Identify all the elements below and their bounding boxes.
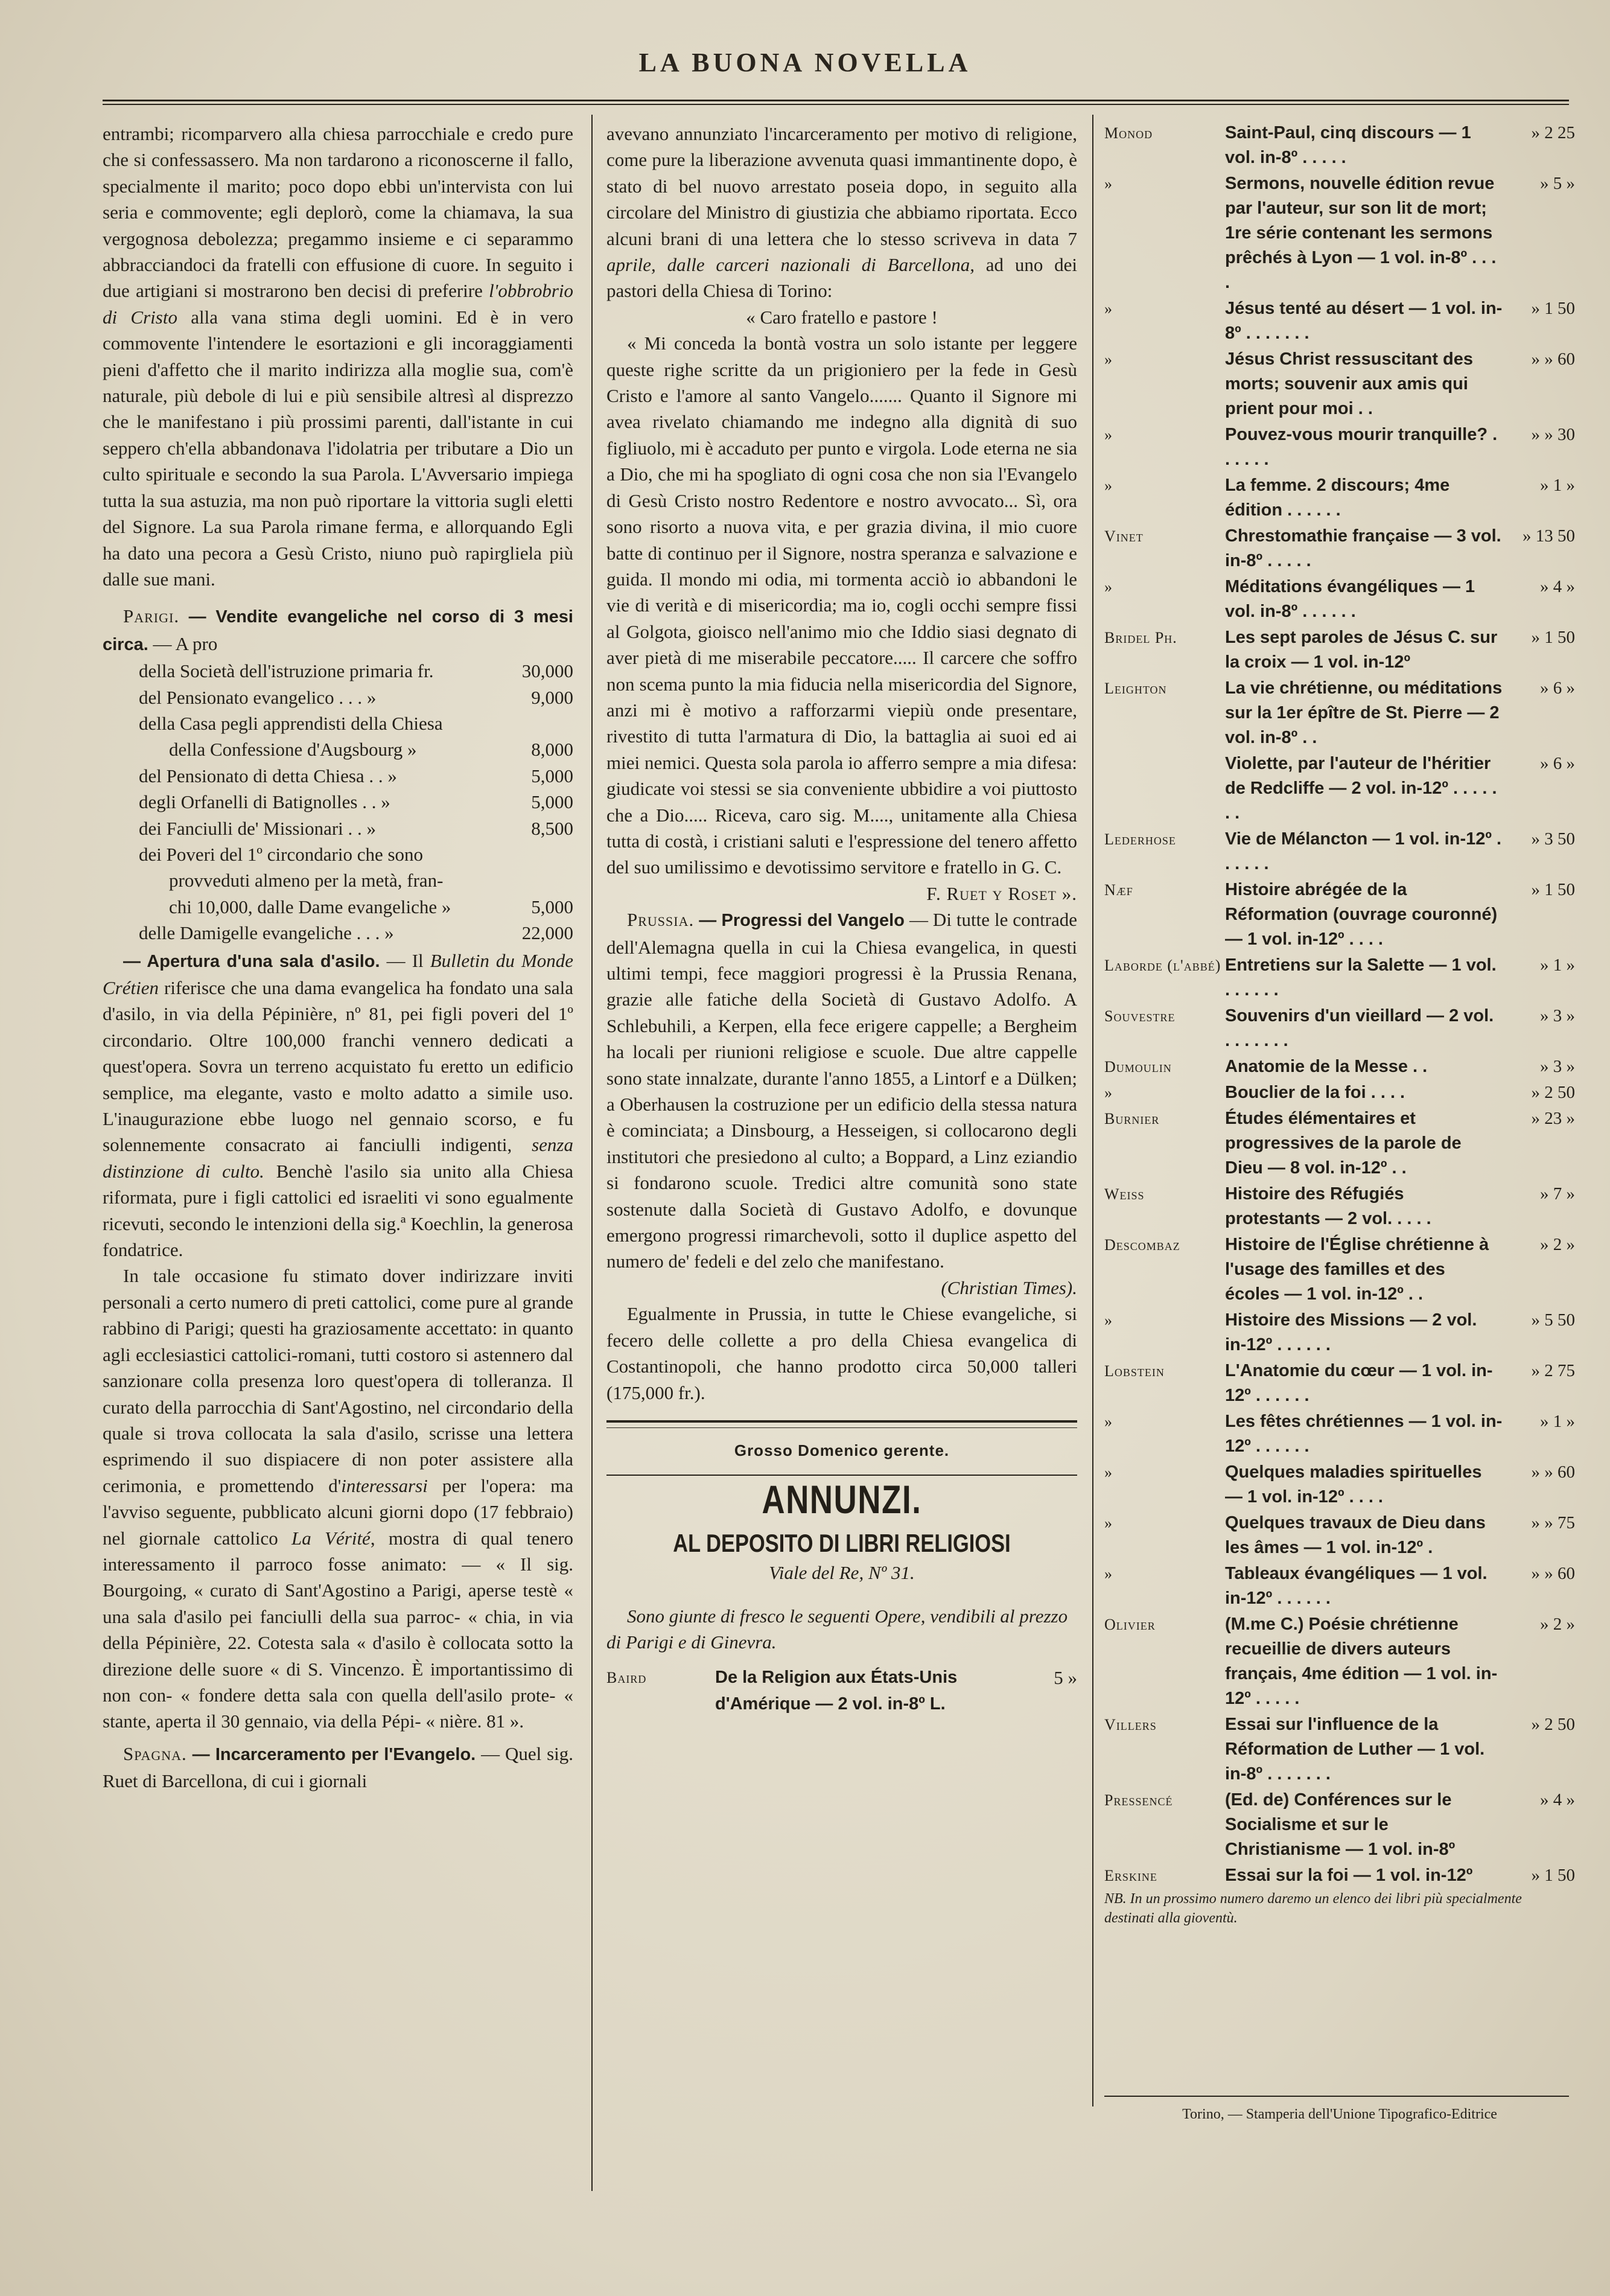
letter-text: « Mi conceda la bontà vostra un solo istante per leggere queste righe scritte da un prigioniero per la fede in Gesù Cristo e l'amore al santo Vangelo....... Quanto il Signore mi avea rivelato chiamando me indegno alla dignità di suo figliuolo, mi è accaduto per punto e virgola. Lode eterna ne sia a Dio, che mi ha spogliato di ogni cosa che non sia l'Evangelo di Gesù Cristo nostro Redentore e nostro avvocato... Sì, ora sono risorto a nuova vita, e per grazia divina, il mio cuore batte di continuo per il Signore, nostra speranza e salvazione e guida. Il mondo mi odia, mi tormenta acciò io abbandoni le vie di verità e di misericordia; ma io, cogli occhi sempre fissi al Golgota, gioisco nell'animo mio che Iddio siasi degnato di aver pietà di me miserabile peccatore..... Il carcere che soffro non scema punto la mia fiducia nella misericordia del Signore, anzi mi è motivo a rafforzarmi viepiù onde presentare, rivestito di tutta l'armatura di Dio, la battaglia ai suoi ed ai miei nemici. Questa sola parola io afferro sempre a mia difesa: giudicate voi stessi se sia conveniente ubbidire a voi piuttosto che a Dio..... Riceva, caro sig. M...., unitamente alla Chiesa tutta di costà, i cristiani saluti e l'espressione del tenero affetto del suo umilissimo e devotissimo servitore e fratello in G. C.	[606, 333, 1077, 878]
publication-name: Bulletin du Monde Crétien	[103, 949, 574, 998]
paragraph-text: Benchè l'asilo sia unito alla Chiesa riformata, pure i figli cattolici ed israeliti vi sono egualmente ricevuti, secondo le intenzioni della sig.ª Koechlin, la generosa fondatrice.	[103, 1160, 574, 1261]
column-separator-1	[591, 115, 593, 2191]
book-author: Baird	[606, 1669, 647, 1687]
book-title: Sermons, nouvelle édition revue par l'auteur, sur son lit de mort; 1re série contenant les sermons prêchés à Lyon — 1 vol. in-8º . . . .	[1225, 174, 1497, 292]
sales-item	[103, 920, 573, 946]
book-entry	[1104, 827, 1575, 876]
book-author: »	[1104, 1413, 1113, 1430]
section-title: — Apertura d'una sala d'asilo.	[123, 951, 380, 971]
publication-name: La Vérité	[291, 1527, 371, 1549]
paragraph-text: alla vana stima degli uomini. Ed è in vero commovente l'intendere le esortazioni e gli incoraggiamenti pieni d'affetto che il marito indirizza alla moglie sua, com'è naturale, più debole di lui e più sensibile altresì al disprezzo che le manifestano i più prossimi parenti, dall'istante in cui seppero ch'ella abbandonava l'idolatria per tributare a Dio un culto spirituale e secondo la sua Parola. L'Avversario impiega tutta la sua astuzia, ma non può riportare la vittoria sugli eletti del Signore. La sua Parola rimane ferma, e allorquando Egli ha dato una pecora a Gesù Cristo, niuno può rapirgliela più dalle sue mani.	[103, 306, 574, 590]
book-entry	[1104, 1460, 1575, 1510]
column-3	[1104, 121, 1575, 1928]
book-price: » 7 »	[1540, 1184, 1575, 1204]
book-title: Essai sur l'influence de la Réformation de Luther — 1 vol. in-8º . . . . . . .	[1225, 1715, 1485, 1784]
book-title: Quelques travaux de Dieu dans les âmes — 1 vol. in-12º .	[1225, 1513, 1486, 1557]
book-author: »	[1104, 351, 1113, 368]
book-author: »	[1104, 300, 1113, 317]
book-price: » » 60	[1531, 349, 1575, 369]
letter-greeting: « Caro fratello e pastore !	[746, 306, 938, 328]
sales-amount: 5,000	[531, 765, 573, 786]
book-title: Chrestomathie française — 3 vol. in-8º . . . . .	[1225, 526, 1501, 570]
book-title: Saint-Paul, cinq discours — 1 vol. in-8º . . . . .	[1225, 123, 1471, 167]
book-entry	[1104, 1511, 1575, 1560]
book-title: Anatomie de la Messe . .	[1225, 1057, 1428, 1076]
book-title: La femme. 2 discours; 4me édition . . . . . .	[1225, 476, 1450, 520]
book-entry	[1104, 1106, 1575, 1181]
sales-label: dei Poveri del 1º circondario che sono	[139, 843, 424, 865]
column-1	[103, 121, 573, 1794]
announcement-intro: Sono giunte di fresco le seguenti Opere, vendibili al prezzo di Parigi e di Ginevra.	[606, 1605, 1068, 1653]
sales-label: delle Damigelle evangeliche . . . »	[139, 922, 394, 944]
sales-item	[103, 736, 573, 762]
parigi-heading	[103, 603, 573, 658]
paragraph-text: — Il	[386, 949, 424, 971]
book-price: » 1 50	[1531, 880, 1575, 899]
book-price: » 1 50	[1531, 299, 1575, 318]
book-entry	[1104, 423, 1575, 472]
sales-item	[103, 815, 573, 841]
sales-label: chi 10,000, dalle Dame evangeliche »	[169, 896, 451, 917]
book-author: Olivier	[1104, 1616, 1156, 1633]
section-title: — Vendite evangeliche nel corso di 3 mesi circa.	[103, 607, 573, 654]
book-author: Descombaz	[1104, 1236, 1180, 1254]
sales-amount: 5,000	[531, 791, 573, 813]
italic-phrase: l'obbrobrio di Cristo	[103, 280, 573, 328]
book-author: Lobstein	[1104, 1362, 1165, 1380]
book-title: Tableaux évangéliques — 1 vol. in-12º . . . . . .	[1225, 1564, 1488, 1608]
book-author: Næf	[1104, 881, 1133, 899]
book-author: Pressencé	[1104, 1791, 1173, 1809]
place-name: Prussia.	[627, 909, 695, 931]
book-author: Monod	[1104, 124, 1153, 142]
paragraph-text: entrambi; ricomparvero alla chiesa parrocchiale e credo pure che si confessassero. Ma non tardarono a riconoscerne il fallo, specialmente il marito; poco dopo ebbi un'intervista con lui seria e commovente; egli deplorò, come la chiamava, la sua vergognosa debolezza; pregammo insieme e ci separammo abbracciandoci da fratelli con effusione di cuore. In seguito i due artigiani si mostrarono ben decisi di preferire	[103, 123, 573, 302]
book-price: » » 75	[1531, 1513, 1575, 1532]
book-price: » 2 25	[1531, 123, 1575, 142]
book-price: » 5 50	[1531, 1310, 1575, 1330]
paragraph-text: riferisce che una dama evangelica ha fondato una sala d'asilo, in via della Pépinière, nº 81, pei figli poveri del 1º circondario. Oltre 100,000 franchi vennero dedicati a quest'opera. Sovra un terreno acquistato fu eretto un edificio semplice, ma elegante, vasto e molto adatto a simile uso. L'inaugurazione ebbe luogo nel gennaio scorso, e fu solennemente consacrato ai fanciulli indigenti,	[103, 977, 573, 1156]
book-title: Les fêtes chrétiennes — 1 vol. in-12º . . . . . .	[1225, 1412, 1503, 1456]
book-price: » 5 »	[1540, 174, 1575, 193]
deposito-heading: AL DEPOSITO DI LIBRI RELIGIOSI	[673, 1528, 1011, 1557]
book-title: Histoire des Réfugiés protestants — 2 vol. . . . .	[1225, 1184, 1431, 1228]
sales-item	[103, 684, 573, 710]
book-price: » 3 »	[1540, 1057, 1575, 1076]
letter-body	[606, 330, 1077, 904]
book-title: Pouvez-vous mourir tranquille? . . . . . .	[1225, 425, 1498, 469]
paragraph-text: — A pro	[153, 633, 218, 654]
sales-label: della Casa pegli apprendisti della Chiesa	[139, 712, 443, 734]
sales-item	[103, 841, 573, 867]
book-price: » 2 »	[1540, 1235, 1575, 1254]
italic-phrase: interessarsi	[341, 1475, 428, 1496]
book-title: Les sept paroles de Jésus C. sur la croix — 1 vol. in-12º	[1225, 628, 1498, 672]
deposito-address: Viale del Re, Nº 31.	[769, 1562, 915, 1584]
book-catalog	[1104, 121, 1575, 1888]
sales-item	[103, 763, 573, 789]
book-entry	[1104, 1409, 1575, 1459]
book-author: Erskine	[1104, 1867, 1157, 1884]
section-rule	[606, 1475, 1077, 1476]
paragraph-text: In tale occasione fu stimato dover indirizzare inviti personali a certo numero di preti cattolici, come pure al grande rabbino di Parigi; questi ha graziosamente accettato: in quanto agli ecclesiastici cattolici-romani, tutti costoro si astennero dal sanzionare colla presenza loro quest'opera di tolleranza. Il curato della parrocchia di Sant'Agostino, nel circondario della quale si trova collocata la sala d'asilo, scrisse una lettera esprimendo il suo dispiacere di non poter assistere alla cerimonia, e promettendo d'	[103, 1265, 573, 1496]
book-price: » 6 »	[1540, 754, 1575, 773]
book-price: » 4 »	[1540, 577, 1575, 596]
book-title: Essai sur la foi — 1 vol. in-12º	[1225, 1866, 1473, 1885]
source-citation: (Christian Times).	[941, 1277, 1077, 1298]
book-price: » 1 »	[1540, 1412, 1575, 1431]
section-title: — Incarceramento per l'Evangelo.	[192, 1744, 476, 1764]
book-title: Quelques maladies spirituelles — 1 vol. in-12º . . . .	[1225, 1462, 1482, 1507]
sales-item	[103, 894, 573, 920]
book-price: » 4 »	[1540, 1790, 1575, 1810]
book-price: » » 60	[1531, 1564, 1575, 1583]
book-price: » 3 50	[1531, 829, 1575, 849]
book-price: » 13 50	[1522, 526, 1575, 546]
book-author: »	[1104, 1312, 1113, 1329]
sales-label: della Confessione d'Augsbourg »	[169, 739, 417, 761]
book-title: (Ed. de) Conférences sur le Socialisme et sur le Christianisme — 1 vol. in-8º	[1225, 1790, 1456, 1859]
book-price: » 2 »	[1540, 1615, 1575, 1634]
book-entry	[1104, 347, 1575, 421]
book-title: La vie chrétienne, ou méditations sur la 1er épître de St. Pierre — 2 vol. in-8º . .	[1225, 678, 1503, 747]
book-title: Vie de Mélancton — 1 vol. in-12º . . . . . .	[1225, 829, 1502, 873]
book-entry	[1104, 171, 1575, 295]
spagna-article-continued	[606, 121, 1077, 304]
book-title: Méditations évangéliques — 1 vol. in-8º . . . . . .	[1225, 577, 1475, 621]
book-title: Jésus Christ ressuscitant des morts; souvenir aux amis qui prient pour moi . .	[1225, 349, 1474, 418]
sales-amount: 8,500	[531, 817, 573, 839]
book-author: Souvestre	[1104, 1007, 1176, 1025]
book-entry	[1104, 1308, 1575, 1357]
book-price: » 3 »	[1540, 1006, 1575, 1025]
letter-signature: F. Ruet y Roset ».	[926, 882, 1077, 904]
book-price: » 23 »	[1531, 1109, 1575, 1128]
book-author: Villers	[1104, 1716, 1157, 1733]
book-entry	[1104, 1863, 1575, 1888]
italic-phrase: senza distinzione di culto.	[103, 1134, 573, 1182]
book-price: » 1 50	[1531, 1866, 1575, 1885]
book-entry	[1104, 1233, 1575, 1307]
book-entry	[1104, 473, 1575, 523]
book-author: Dumoulin	[1104, 1058, 1172, 1076]
sales-amount: 30,000	[521, 660, 573, 682]
book-title: Histoire abrégée de la Réformation (ouvrage couronné) — 1 vol. in-12º . . . .	[1225, 880, 1498, 949]
place-name: Spagna.	[123, 1743, 187, 1764]
place-name: Parigi.	[123, 605, 180, 627]
sales-item	[103, 658, 573, 684]
book-author: Vinet	[1104, 528, 1144, 545]
asilo-article-continued	[103, 1263, 573, 1734]
gerente-line: Grosso Domenico gerente.	[734, 1441, 950, 1459]
book-title: Violette, par l'auteur de l'héritier de Redcliffe — 2 vol. in-12º . . . . . . .	[1225, 754, 1497, 823]
book-title: De la Religion aux États-Unis d'Amérique — 2 vol. in-8º L.	[715, 1668, 958, 1714]
book-author: Laborde (l'abbé)	[1104, 957, 1221, 974]
nota-bene: NB. In un prossimo numero daremo un elenco dei libri più specialmente destinati alla gioventù.	[1104, 1891, 1522, 1926]
book-price: » 2 75	[1531, 1361, 1575, 1380]
book-author: Leighton	[1104, 680, 1167, 697]
book-author: »	[1104, 1464, 1113, 1481]
book-title: L'Anatomie du cœur — 1 vol. in-12º . . . . . .	[1225, 1361, 1493, 1405]
book-entry	[1104, 1080, 1575, 1105]
book-price: » 2 50	[1531, 1715, 1575, 1734]
book-title: Entretiens sur la Salette — 1 vol. . . . . . .	[1225, 955, 1497, 1000]
sales-list	[103, 658, 573, 946]
sales-label: dei Fanciulli de' Missionari . . »	[139, 817, 377, 839]
book-entry	[1104, 524, 1575, 573]
book-author: »	[1104, 1084, 1113, 1102]
paragraph-text: per l'opera: ma l'avviso seguente, pubblicato alcuni giorni dopo (17 febbraio) nel giornale cattolico	[103, 1475, 574, 1549]
column-separator-2	[1092, 115, 1093, 2106]
book-entry	[1104, 953, 1575, 1003]
book-title: Bouclier de la foi . . . .	[1225, 1083, 1405, 1102]
book-entry	[1104, 1561, 1575, 1611]
book-entry	[1104, 751, 1575, 826]
section-rule-thin	[606, 1427, 1077, 1428]
spagna-heading	[103, 1741, 573, 1794]
book-entry	[1104, 1004, 1575, 1053]
book-author: »	[1104, 426, 1113, 444]
book-price: 5 »	[1054, 1667, 1077, 1689]
asilo-article	[103, 948, 573, 1263]
book-entry	[1104, 1788, 1575, 1862]
book-title: Histoire de l'Église chrétienne à l'usage des familles et des écoles — 1 vol. in-12º . .	[1225, 1235, 1489, 1304]
book-entry	[1104, 121, 1575, 170]
book-entry	[1104, 676, 1575, 750]
book-author: »	[1104, 578, 1113, 596]
book-entry	[1104, 1712, 1575, 1787]
book-entry	[606, 1665, 1077, 1717]
book-entry	[1104, 1359, 1575, 1408]
sales-label: provveduti almeno per la metà, fran-	[169, 870, 444, 891]
book-author: »	[1104, 1565, 1113, 1583]
book-entry	[1104, 1054, 1575, 1079]
section-rule	[606, 1420, 1077, 1423]
sales-label: della Società dell'istruzione primaria fr.	[139, 660, 434, 682]
book-author: »	[1104, 1514, 1113, 1532]
book-title: (M.me C.) Poésie chrétienne recueillie de divers auteurs français, 4me édition — 1 vol. in-12º . . . . .	[1225, 1615, 1498, 1708]
book-price: » 6 »	[1540, 678, 1575, 698]
sales-label: degli Orfanelli di Batignolles . . »	[139, 791, 390, 813]
paragraph-text: ad uno dei pastori della Chiesa di Torino:	[606, 254, 1077, 302]
sales-item	[103, 789, 573, 815]
annunzi-heading: ANNUNZI.	[762, 1477, 922, 1522]
book-entry	[1104, 296, 1575, 346]
book-price: » 1 50	[1531, 628, 1575, 647]
book-author: Weiss	[1104, 1185, 1145, 1203]
sales-item	[103, 867, 573, 893]
book-title: Études élémentaires et progressives de la parole de Dieu — 8 vol. in-12º . .	[1225, 1109, 1462, 1178]
book-title: Souvenirs d'un vieillard — 2 vol. . . . . . . .	[1225, 1006, 1494, 1050]
book-author: »	[1104, 175, 1113, 193]
header-rule	[103, 100, 1569, 101]
book-price: » 2 50	[1531, 1083, 1575, 1102]
sales-amount: 8,000	[531, 739, 573, 761]
sales-label: del Pensionato evangelico . . . »	[139, 686, 377, 708]
book-title: Histoire des Missions — 2 vol. in-12º . . . . . .	[1225, 1310, 1477, 1354]
prussia-article	[606, 907, 1078, 1298]
book-price: » » 60	[1531, 1462, 1575, 1482]
book-author: Burnier	[1104, 1110, 1160, 1127]
sales-item	[103, 710, 573, 736]
book-price: » » 30	[1531, 425, 1575, 444]
printer-line: Torino, — Stamperia dell'Unione Tipografico-Editrice	[1182, 2106, 1497, 2122]
book-entry	[1104, 1182, 1575, 1231]
section-title: — Progressi del Vangelo	[699, 911, 905, 931]
header-rule-secondary	[103, 104, 1569, 105]
book-price: » 1 »	[1540, 955, 1575, 975]
book-entry	[1104, 625, 1575, 675]
paragraph-text: — Di tutte le contrade dell'Alemagna quella in cui la Chiesa evangelica, in questi ultimi tempi, fece maggiori progressi è la Prussia Renana, grazie alle fatiche della Società di Gustavo Adolfo. A Schlebuhili, a Kerpen, ella fece erigere cappelle; a Bergheim ha locali per riunioni religiose e scuole. Due altre cappelle sono state innalzate, durante l'anno 1855, a Lintorf e a Dülken; a Oberhausen la costruzione per un edificio della stessa natura è cominciata; a Dinsbourg, a Hesseigen, si collocarono degli institutori che presiedono al culto; a Boppard, a Linz eziandio si fondarono scuole. Tredici altre comunità sono state sostenute dalla Società di Gustavo Adolfo, e dovunque emergono progressi rimarchevoli, sotto il duplice aspetto del numero de' fedeli e del zelo che manifestano.	[606, 909, 1078, 1272]
book-title: Jésus tenté au désert — 1 vol. in-8º . . . . . . .	[1225, 299, 1503, 343]
paragraph-text: , mostra di qual tenero interessamento il parroco fosse animato: — « Il sig. Bourgoing, « curato di Sant'Agostino a Parigi, aperse testè « una sala d'asilo pei fanciulli della sua parroc- « chia, in via della Pépinière, 22. Cotesta sala « d'asilo è collocata sotto la direzione delle suore « di S. Vincenzo. È importantissimo di non con- « fondere detta sala con quella dell'asilo prote- « stante, aperta il 30 gennaio, via della Pépi- « nière. 81 ».	[103, 1527, 574, 1732]
sales-amount: 22,000	[521, 922, 573, 944]
book-author: Lederhose	[1104, 831, 1176, 848]
book-entry	[1104, 1612, 1575, 1711]
italic-phrase: aprile, dalle carceri nazionali di Barcellona,	[606, 254, 975, 276]
sales-amount: 5,000	[531, 896, 573, 917]
book-author: »	[1104, 477, 1113, 494]
sales-label: del Pensionato di detta Chiesa . . »	[139, 765, 397, 786]
book-author: Bridel Ph.	[1104, 629, 1177, 646]
prussia-collection-paragraph: Egualmente in Prussia, in tutte le Chiese evangeliche, si fecero delle collette a pro della Chiesa evangelica di Costantinopoli, che hanno prodotto circa 50,000 talleri (175,000 fr.).	[606, 1303, 1077, 1403]
newspaper-title: LA BUONA NOVELLA	[638, 48, 972, 77]
article-continuation	[103, 121, 573, 592]
paragraph-text: — Quel sig. Ruet di Barcellona, di cui i giornali	[103, 1743, 574, 1792]
sales-amount: 9,000	[531, 686, 573, 708]
paragraph-text: avevano annunziato l'incarceramento per motivo di religione, come pure la liberazione avvenuta quasi immantinente dopo, è stato di bel nuovo arrestato poseia dopo, in seguito alla circolare del Ministro di giustizia che abbiamo riportata. Ecco alcuni brani di una lettera che lo stesso scriveva in data 7	[606, 123, 1077, 249]
book-entry	[1104, 878, 1575, 952]
book-price: » 1 »	[1540, 476, 1575, 495]
column-2	[606, 121, 1077, 1717]
printer-rule	[1104, 2096, 1569, 2097]
book-entry	[1104, 575, 1575, 624]
